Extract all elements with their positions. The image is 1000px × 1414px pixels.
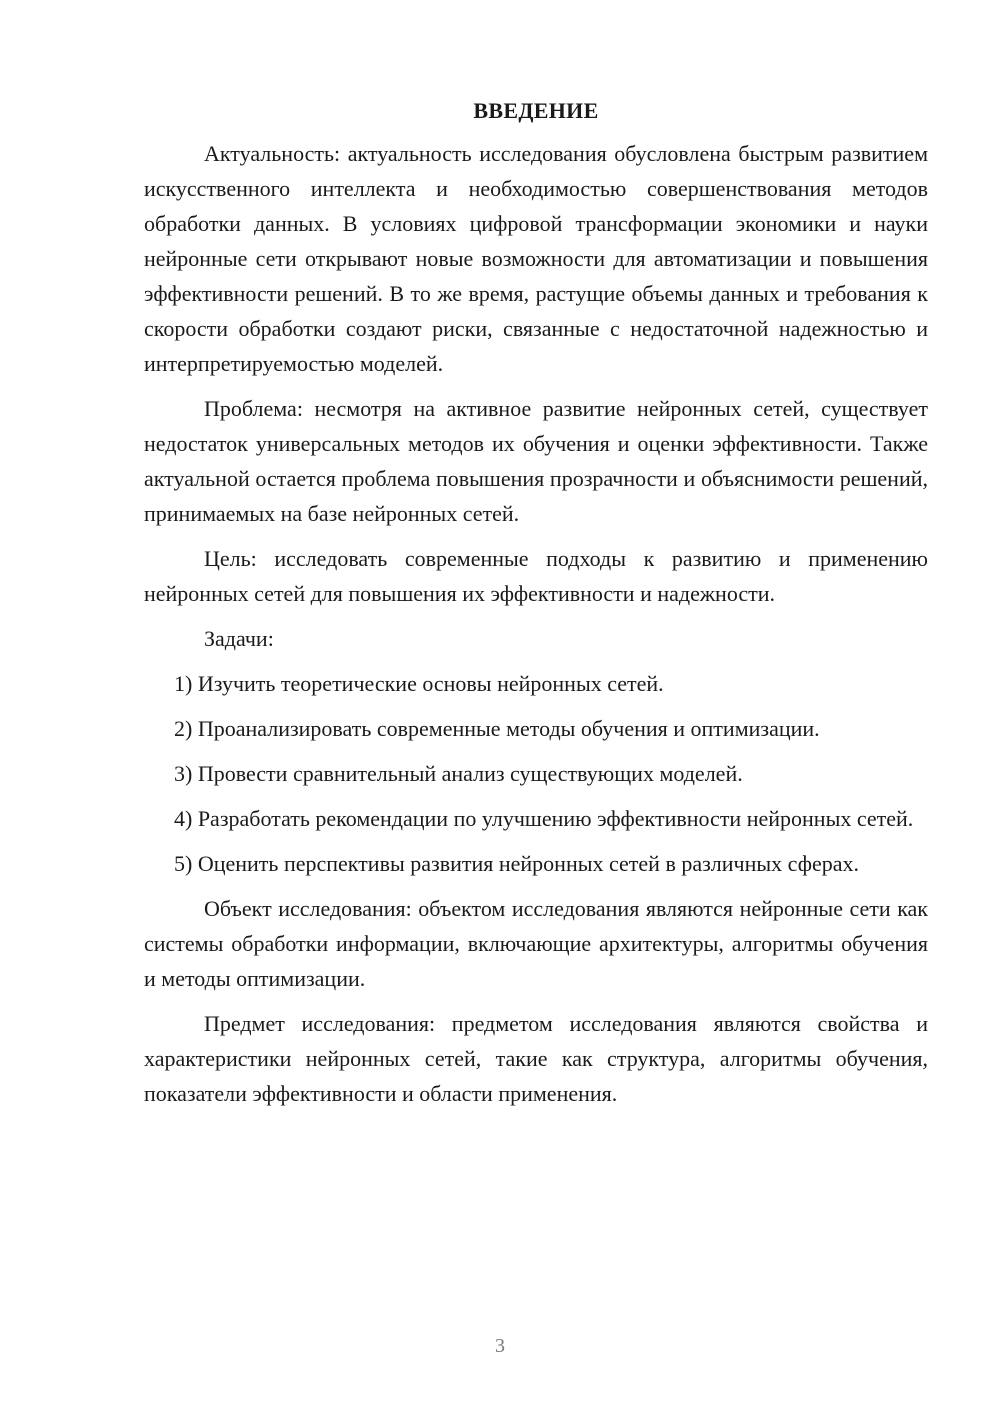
task-item-5: 5) Оценить перспективы развития нейронных сетей в различных сферах. [174, 851, 859, 876]
paragraph-subject: Предмет исследования: предметом исследования являются свойства и характеристики нейронных сетей, такие как структура, алгоритмы обучения, показатели эффективности и области применения. [144, 1011, 928, 1106]
task-item-3: 3) Провести сравнительный анализ существующих моделей. [174, 761, 743, 786]
task-item-1: 1) Изучить теоретические основы нейронных сетей. [174, 671, 664, 696]
paragraph-problem: Проблема: несмотря на активное развитие нейронных сетей, существует недостаток универсальных методов их обучения и оценки эффективности. Также актуальной остается проблема повышения прозрачности и объяснимости решений, принимаемых на базе нейронных сетей. [144, 396, 928, 526]
page-number: 3 [495, 1335, 505, 1357]
task-item-2: 2) Проанализировать современные методы обучения и оптимизации. [174, 716, 820, 741]
paragraph-goal: Цель: исследовать современные подходы к развитию и применению нейронных сетей для повышения их эффективности и надежности. [144, 546, 928, 606]
paragraph-object: Объект исследования: объектом исследования являются нейронные сети как системы обработки информации, включающие архитектуры, алгоритмы обучения и методы оптимизации. [144, 896, 928, 991]
tasks-heading: Задачи: [204, 626, 274, 651]
task-item-4: 4) Разработать рекомендации по улучшению эффективности нейронных сетей. [174, 806, 914, 831]
page-title: ВВЕДЕНИЕ [473, 98, 599, 123]
paragraph-relevance: Актуальность: актуальность исследования обусловлена быстрым развитием искусственного интеллекта и необходимостью совершенствования методов обработки данных. В условиях цифровой трансформации экономики и науки нейронные сети открывают новые возможности для автоматизации и повышения эффективности решений. В то же время, растущие объемы данных и требования к скорости обработки создают риски, связанные с недостаточной надежностью и интерпретируемостью моделей. [144, 141, 928, 376]
page-content [144, 96, 928, 1111]
